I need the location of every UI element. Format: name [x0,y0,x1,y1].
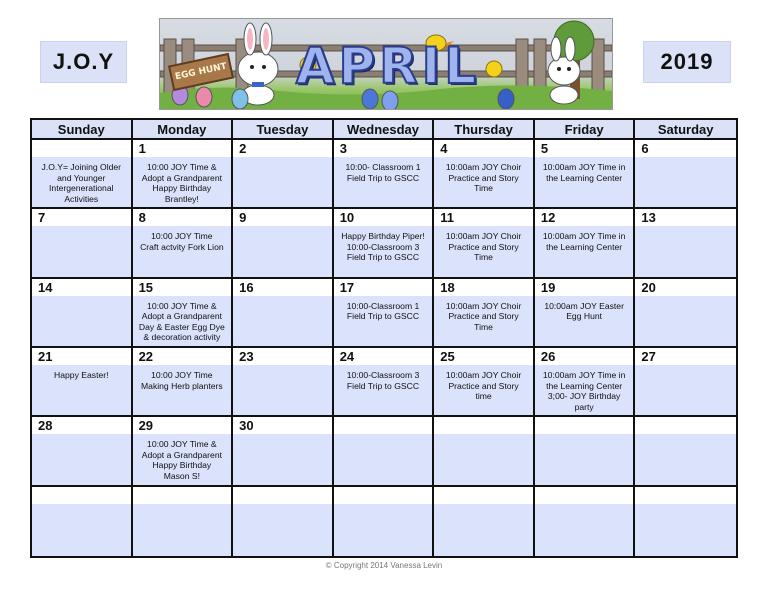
day-number: 7 [38,210,46,226]
weekday-tuesday: Tuesday [233,120,334,140]
calendar-grid [30,118,738,558]
day-number: 19 [540,279,556,295]
year-title-box [643,41,731,83]
day-cell [635,487,736,556]
program-title: J.O.Y [52,49,115,74]
day-events: 10:00am JOY Choir Practice and Story time [445,370,522,401]
day-number: 24 [339,349,355,364]
weekday-friday: Friday [535,120,636,140]
day-cell [133,140,234,209]
day-events: 10:00-Classroom 1 Field Trip to GSCC [346,300,420,322]
day-cell [133,279,234,348]
day-events: 10:00 JOY Time & Adopt a Grandparent Happy Birthday Brantley! [141,162,222,204]
day-cell [535,348,636,417]
day-cell [434,417,535,486]
day-events: 10:00 JOY Time & Adopt a Grandparent Happy Birthday Mason S! [141,439,222,481]
day-cell [434,209,535,278]
day-events: Happy Easter! [54,370,109,380]
day-cell [334,140,435,209]
weekday-thursday: Thursday [434,120,535,140]
day-events: 10:00-Classroom 3 Field Trip to GSCC [346,370,420,391]
copyright-notice: © Copyright 2014 Vanessa Levin [325,561,443,570]
day-number: 30 [239,418,254,434]
day-events: 10:00am JOY Choir Practice and Story Time [445,231,522,263]
day-number: 18 [440,279,455,295]
day-events: 10:00am JOY Choir Practice and Story Time [445,162,522,193]
day-cell [233,209,334,278]
day-number: 27 [641,349,656,364]
day-number: 21 [38,349,53,364]
day-number: 6 [641,141,649,156]
day-events: 10:00 JOY Time & Adopt a Grandparent Day & Easter Egg Dye & decoration activity [138,300,225,343]
day-events: 10:00 JOY Time Craft actvity Fork Lion [140,231,224,252]
day-number: 3 [339,141,347,156]
day-cell [635,279,736,348]
day-cell [535,417,636,486]
day-number: 20 [641,279,656,295]
day-events: 10:00am JOY Time in the Learning Center 3;00- JOY Birthday party [542,370,626,412]
day-events: 10:00am JOY Easter Egg Hunt [544,300,624,322]
day-number: 16 [239,279,254,295]
day-events: Happy Birthday Piper! 10:00-Classroom 3 Field Trip to GSCC [341,231,425,263]
weekday-wednesday: Wednesday [334,120,435,140]
year-title: 2019 [660,49,714,74]
day-number: 28 [38,418,53,434]
weekday-sunday: Sunday [32,120,133,140]
day-cell [233,279,334,348]
day-cell [334,487,435,556]
weekday-saturday: Saturday [635,120,736,140]
day-number: 1 [138,141,146,156]
day-cell [334,348,435,417]
day-cell [133,487,234,556]
day-cell [32,279,133,348]
egg-hunt-sign: EGG HUNT [168,53,234,91]
day-number: 9 [239,210,247,226]
day-events: 10:00- Classroom 1 Field Trip to GSCC [345,162,421,183]
day-cell [535,209,636,278]
day-cell [434,140,535,209]
day-cell [32,417,133,486]
day-cell [233,140,334,209]
day-number: 10 [339,210,355,226]
april-banner [159,18,613,110]
day-number: 5 [540,141,549,156]
day-events: 10:00am JOY Choir Practice and Story Time [445,300,522,332]
day-cell [133,348,234,417]
day-cell [233,417,334,486]
day-cell [535,140,636,209]
day-number: 4 [440,141,448,156]
day-cell [635,417,736,486]
day-cell [334,279,435,348]
day-cell [133,417,234,486]
day-cell [334,209,435,278]
day-cell [233,348,334,417]
day-events: 10:00 JOY Time Making Herb planters [141,370,223,391]
day-number: 17 [339,279,355,295]
day-number: 15 [138,279,154,295]
day-cell [334,417,435,486]
day-cell [133,209,234,278]
day-number: 29 [138,418,154,434]
day-cell [233,487,334,556]
day-number: 23 [239,349,254,364]
day-cell [635,209,736,278]
program-title-box [40,41,127,83]
day-cell [32,209,133,278]
day-number: 22 [138,349,154,364]
day-cell [535,487,636,556]
day-number: 26 [540,349,556,364]
day-cell [434,279,535,348]
day-number: 14 [38,279,53,295]
day-number: 13 [641,210,656,226]
day-number: 25 [440,349,455,364]
day-cell [32,348,133,417]
day-cell [32,140,133,209]
month-title: APRIL [295,37,481,95]
day-cell [32,487,133,556]
day-cell [635,348,736,417]
day-number: 2 [239,141,247,156]
day-cell [535,279,636,348]
day-cell [635,140,736,209]
day-events: J.O.Y= Joining Older and Younger Intergenerational Activities [41,162,122,204]
weekday-monday: Monday [133,120,234,140]
day-cell [434,487,535,556]
day-events: 10:00am JOY Time in the Learning Center [542,231,626,252]
day-number: 11 [440,210,455,226]
day-cell [434,348,535,417]
day-number: 8 [138,210,146,226]
day-number: 12 [540,210,556,226]
day-events: 10:00am JOY Time in the Learning Center [542,162,626,183]
